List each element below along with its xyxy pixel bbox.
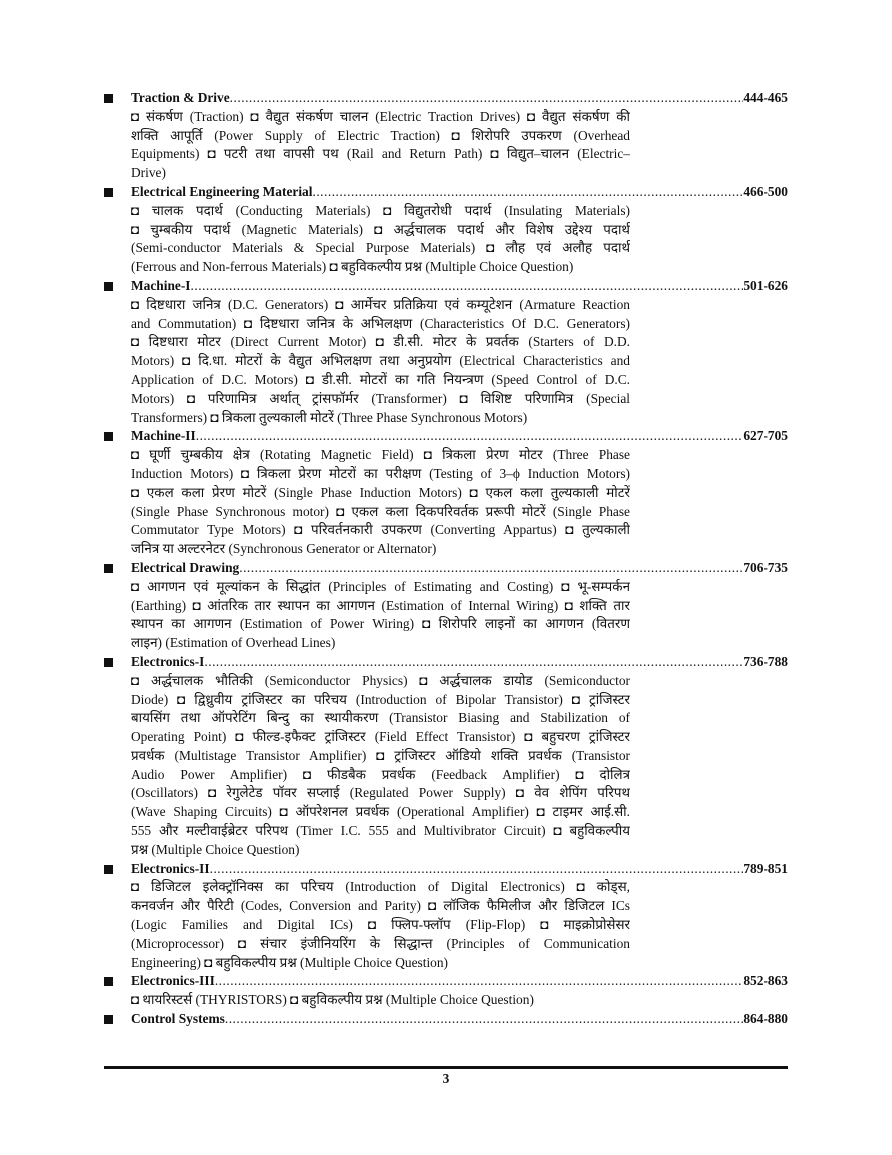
page-range: 501-626 [743,277,788,293]
topic-line: (Logic Families and Digital ICs) ◘ फ्लिप-फ्लॉप (Flip-Flop) ◘ माइक्रोप्रोसेसर [131,917,630,933]
dot-leader [225,1010,744,1029]
topic-line: (Microprocessor) ◘ संचार इंजीनियरिंग के सिद्धान्त (Principles of Communication [131,935,630,951]
chapter-title: Electrical Drawing [131,559,240,575]
toc-entry [104,89,788,183]
toc-heading [131,183,788,202]
topic-line: ◘ संकर्षण (Traction) ◘ वैद्युत संकर्षण चालन (Electric Traction Drives) ◘ वैद्युत संकर्षण की [131,108,630,124]
topic-line: ◘ आगणन एवं मूल्यांकन के सिद्धांत (Principles of Estimating and Costing) ◘ भू-सम्पर्कन [131,578,630,594]
chapter-title: Control Systems [131,1011,225,1027]
page-number: 3 [442,1071,450,1086]
dot-leader [204,653,743,672]
toc-entry [104,427,788,559]
topic-line: (Earthing) ◘ आंतरिक तार स्थापन का आगणन (Estimation of Internal Wiring) ◘ शक्ति तार [131,597,630,613]
topic-line: कनवर्जन और पैरिटी (Codes, Conversion and Parity) ◘ लॉजिक फैमिलीज और डिजिटल ICs [131,898,630,914]
page-range: 444-465 [743,90,788,105]
topic-line: Application of D.C. Motors) ◘ डी.सी. मोटरों का गति नियन्त्रण (Speed Control of D.C. [131,371,630,387]
page-range: 706-735 [743,559,788,575]
topic-line: Equipments) ◘ पटरी तथा वापसी पथ (Rail and Return Path) ◘ विद्युत–चालन (Electric– [131,146,630,162]
page-range: 627-705 [743,428,788,444]
toc-heading-row [104,277,788,296]
dot-leader [239,559,743,578]
topic-line: प्रश्न (Multiple Choice Question) [131,841,300,857]
topic-line: Audio Power Amplifier) ◘ फीडबैक प्रवर्धक (Feedback Amplifier) ◘ दोलित्र [131,766,630,782]
topic-line: स्थापन का आगणन (Estimation of Power Wiring) ◘ शिरोपरि लाइनों का आगणन (वितरण [131,616,630,632]
filled-square-bullet-icon [104,94,113,103]
toc-heading [131,559,788,578]
topic-line: ◘ चुम्बकीय पदार्थ (Magnetic Materials) ◘ अर्द्धचालक पदार्थ और विशेष उद्देश्य पदार्थ [131,221,630,237]
toc-entry [104,277,788,427]
filled-square-bullet-icon [104,432,113,441]
toc-entry [104,972,788,1010]
toc-heading-row [104,653,788,672]
topic-line: Commutator Type Motors) ◘ परिवर्तनकारी उपकरण (Converting Appartus) ◘ तुल्यकाली [131,522,630,538]
dot-leader [210,860,744,879]
toc-heading [131,1010,788,1029]
chapter-title: Electronics-I [131,653,205,669]
topic-line: and Commutation) ◘ दिष्टधारा जनित्र के अभिलक्षण (Characteristics Of D.C. Generators) [131,315,630,331]
toc-entry [104,653,788,860]
topic-line: (Semi-conductor Materials & Special Purpose Materials) ◘ लौह एवं अलौह पदार्थ [131,240,630,256]
page-range: 736-788 [743,653,788,669]
page-range: 789-851 [743,860,788,876]
footer-rule [104,1066,788,1069]
chapter-title: Electronics-II [131,860,210,876]
dot-leader [230,89,744,108]
toc-heading-row [104,427,788,446]
topic-line: ◘ दिष्टधारा मोटर (Direct Current Motor) ◘ डी.सी. मोटर के प्रवर्तक (Starters of D.D. [131,334,630,350]
chapter-title: Electronics-III [131,973,215,989]
topic-line: Drive) [131,165,166,181]
topic-line: बायसिंग तथा ऑपरेटिंग बिन्दु का स्थायीकरण (Transistor Biasing and Stabilization of [131,710,630,726]
topic-line: प्रवर्धक (Multistage Transistor Amplifier) ◘ ट्रांजिस्टर ऑडियो शक्ति प्रवर्धक (Transistor [131,747,630,763]
filled-square-bullet-icon [104,1015,113,1024]
toc-heading [131,277,788,296]
topic-line: जनित्र या अल्टरनेटर (Synchronous Generator or Alternator) [131,541,437,557]
topic-line: 555 और मल्टीवाईब्रेटर परिपथ (Timer I.C. 555 and Multivibrator Circuit) ◘ बहुविकल्पीय [131,823,630,839]
filled-square-bullet-icon [104,282,113,291]
topic-line: लाइन) (Estimation of Overhead Lines) [131,635,336,651]
table-of-contents [104,89,788,1029]
topic-line: Motors) ◘ दि.धा. मोटरों के वैद्युत अभिलक्षण तथा अनुप्रयोग (Electrical Characteristics and [131,353,630,369]
topic-line: ◘ घूर्णी चुम्बकीय क्षेत्र (Rotating Magnetic Field) ◘ त्रिकला प्रेरण मोटर (Three Phase [131,447,630,463]
page-range: 852-863 [743,973,788,989]
topic-line: Engineering) ◘ बहुविकल्पीय प्रश्न (Multiple Choice Question) [131,954,449,970]
dot-leader [312,183,743,202]
filled-square-bullet-icon [104,188,113,197]
topic-line: ◘ चालक पदार्थ (Conducting Materials) ◘ विद्युतरोधी पदार्थ (Insulating Materials) [131,202,630,218]
toc-heading [131,860,788,879]
topic-line: (Wave Shaping Circuits) ◘ ऑपरेशनल प्रवर्धक (Operational Amplifier) ◘ टाइमर आई.सी. [131,804,630,820]
filled-square-bullet-icon [104,564,113,573]
toc-heading-row [104,860,788,879]
chapter-title: Machine-I [131,277,191,293]
topic-line: ◘ थायरिस्टर्स (THYRISTORS) ◘ बहुविकल्पीय प्रश्न (Multiple Choice Question) [131,992,534,1008]
topic-line: (Oscillators) ◘ रेगुलेटेड पॉवर सप्लाई (Regulated Power Supply) ◘ वेव शेपिंग परिपथ [131,785,630,801]
toc-heading [131,653,788,672]
chapter-title: Electrical Engineering Material [131,183,313,199]
topic-line: (Single Phase Synchronous motor) ◘ एकल कला दिकपरिवर्तक प्ररूपी मोटरें (Single Phase [131,503,630,519]
filled-square-bullet-icon [104,865,113,874]
filled-square-bullet-icon [104,658,113,667]
topic-line: Diode) ◘ द्विध्रुवीय ट्रांजिस्टर का परिचय (Introduction of Bipolar Transistor) ◘ ट्रांजिस्टर [131,691,630,707]
topic-line: Induction Motors) ◘ त्रिकला प्रेरण मोटरों का परीक्षण (Testing of 3–ϕ Induction Motors) [131,465,630,481]
toc-heading-row [104,559,788,578]
toc-heading-row [104,1010,788,1029]
toc-entry [104,860,788,973]
topic-line: Operating Point) ◘ फील्ड-इफैक्ट ट्रांजिस्टर (Field Effect Transistor) ◘ बहुचरण ट्रांजिस्टर [131,729,630,745]
toc-heading [131,427,788,446]
toc-entry [104,1010,788,1029]
topic-line: (Ferrous and Non-ferrous Materials) ◘ बहुविकल्पीय प्रश्न (Multiple Choice Question) [131,259,574,275]
toc-heading-row [104,183,788,202]
toc-heading-row [104,972,788,991]
topic-line: ◘ डिजिटल इलेक्ट्रॉनिक्स का परिचय (Introduction of Digital Electronics) ◘ कोड्स, [131,879,630,895]
chapter-title: Traction & Drive [131,90,230,105]
topic-line: शक्ति आपूर्ति (Power Supply of Electric Traction) ◘ शिरोपरि उपकरण (Overhead [131,127,630,143]
topic-line: ◘ एकल कला प्रेरण मोटरें (Single Phase Induction Motors) ◘ एकल कला तुल्यकाली मोटरें [131,484,630,500]
page-range: 466-500 [743,183,788,199]
toc-heading-row [104,89,788,108]
page-range: 864-880 [743,1011,788,1027]
chapter-title: Machine-II [131,428,196,444]
topic-line: ◘ दिष्टधारा जनित्र (D.C. Generators) ◘ आर्मेचर प्रतिक्रिया एवं कम्यूटेशन (Armature Reaction [131,296,630,312]
filled-square-bullet-icon [104,977,113,986]
topic-line: ◘ अर्द्धचालक भौतिकी (Semiconductor Physics) ◘ अर्द्धचालक डायोड (Semiconductor [131,672,630,688]
toc-heading [131,89,788,108]
toc-heading [131,972,788,991]
dot-leader [215,972,744,991]
topic-line: Transformers) ◘ त्रिकला तुल्यकाली मोटरें (Three Phase Synchronous Motors) [131,409,528,425]
toc-entry [104,183,788,277]
dot-leader [196,427,744,446]
toc-entry [104,559,788,653]
dot-leader [191,277,744,296]
topic-line: Motors) ◘ परिणामित्र अर्थात् ट्रांसफॉर्मर (Transformer) ◘ विशिष्ट परिणामित्र (Special [131,390,630,406]
